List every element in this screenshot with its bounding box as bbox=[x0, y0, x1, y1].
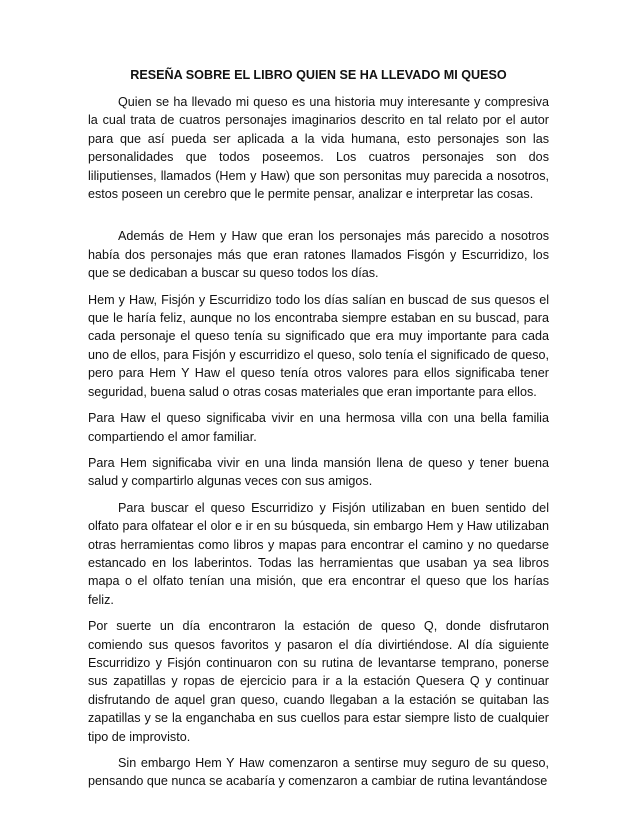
paragraph-station-q: Por suerte un día encontraron la estación de queso Q, donde disfrutaron comiendo sus quesos favoritos y pasaron el día divirtiéndose. Al día siguiente Escurridizo y Fisjón continuaron con su rutina de levantarse temprano, ponerse sus zapatillas y ropas de ejercicio para ir a la estación Quesera Q y continuar disfrutando de aquel gran queso, cuando llegaban a la estación se quitaban las zapatillas y se la enganchaba en sus cuellos para estar siempre listo de cualquier tipo de improvisto. bbox=[88, 619, 549, 744]
document-page bbox=[88, 66, 549, 799]
paragraph-tools: Para buscar el queso Escurridizo y Fisjón utilizaban en buen sentido del olfato para olfatear el olor e ir en su búsqueda, sin embargo Hem y Haw utilizaban otras herramientas como libros y mapas para encontrar el camino y no quedarse estancado en los laberintos. Todas las herramientas que usaban ya sea libros mapa o el olfato tenían una misión, que era encontrar el queso que los harías feliz. bbox=[88, 500, 549, 607]
paragraph-intro: Quien se ha llevado mi queso es una historia muy interesante y compresiva la cual trata de cuatros personajes imaginarios descrito en tal relato por el autor para que así pueda ser aplicada a la vida humana, esto personajes son las personalidades que todos poseemos. Los cuatros personajes son dos liliputienses, llamados (Hem y Haw) que son personitas muy parecida a nosotros, estos poseen un cerebro que le permite pensar, analizar e interpretar las cosas. bbox=[88, 95, 549, 202]
paragraph-hem: Para Hem significaba vivir en una linda mansión llena de queso y tener buena salud y compartirlo algunas veces con sus amigos. bbox=[88, 455, 549, 489]
paragraph-routine: Sin embargo Hem Y Haw comenzaron a sentirse muy seguro de su queso, pensando que nunca se acabaría y comenzaron a cambiar de rutina levantándose bbox=[88, 756, 549, 789]
paragraph-haw: Para Haw el queso significaba vivir en una hermosa villa con una bella familia compartiendo el amor familiar. bbox=[88, 411, 549, 444]
paragraph-search: Hem y Haw, Fisjón y Escurridizo todo los días salían en buscad de sus quesos el que le haría feliz, aunque no los encontraba siempre estaban en su buscad, para cada personaje el queso tenía su significado que era muy importante para cada uno de ellos, para Fisjón y escurridizo el queso, solo tenía el significado de queso, pero para Hem Y Haw el queso tenía otros valores para ellos significaba tener seguridad, buena salud o otras cosas materiales que eran importante para ellos. bbox=[88, 292, 549, 399]
document-title: RESEÑA SOBRE EL LIBRO QUIEN SE HA LLEVADO MI QUESO bbox=[130, 68, 507, 82]
paragraph-characters: Además de Hem y Haw que eran los personajes más parecido a nosotros había dos personajes más que eran ratones llamados Fisgón y Escurridizo, los que se dedicaban a buscar su queso todos los días. bbox=[88, 229, 549, 281]
